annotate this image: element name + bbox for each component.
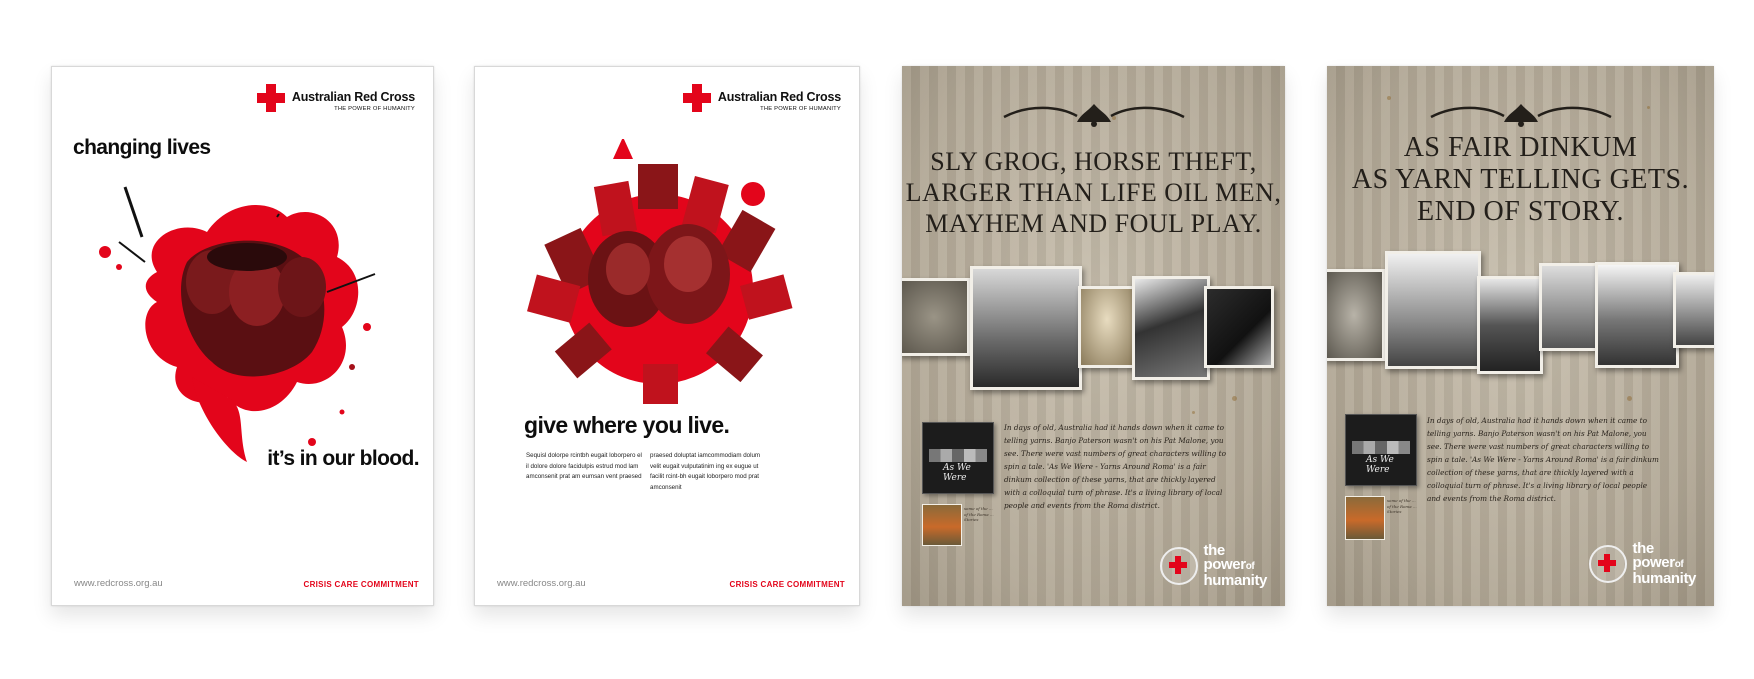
story-paragraph: In days of old, Australia had it hands down when it came to telling yarns. Banjo Paterson wasn't on his Pat Malone, you see. There were vast numbers of great characters willing to spin a tale. 'As We Were - Yarns Around Roma' is a fair dinkum collection of these yarns, that are thickly layered with a colloquial turn of phrase. It's a living library of local people and events from the Roma district. xyxy=(1427,416,1659,503)
booklet-photo-strip xyxy=(929,449,987,462)
headline-in-our-blood: it’s in our blood. xyxy=(267,447,419,470)
footer-commitment: CRISIS CARE COMMITMENT xyxy=(303,580,419,589)
title-line: LARGER THAN LIFE OIL MEN, xyxy=(905,178,1282,207)
logo-tagline: THE POWER OF HUMANITY xyxy=(760,106,841,112)
logo-name: Australian Red Cross xyxy=(717,90,841,104)
photo-group xyxy=(1132,276,1210,380)
poster-changing-lives xyxy=(51,66,434,606)
booklet-title: As We Were xyxy=(1366,455,1394,475)
photo-portrait xyxy=(1078,286,1136,368)
red-cross-badge-icon xyxy=(1160,547,1198,585)
heritage-title xyxy=(1327,132,1714,228)
brand-word: humanity xyxy=(1632,570,1696,587)
body-copy-column-1: Sequisl dolorpe rcintbh eugait loborpero el il dolore dolore facidulpis estrud mod lam amconsenit prat am eumsan vent praesed xyxy=(526,452,642,480)
thumbnail-photo xyxy=(922,504,962,546)
town-globe-illustration xyxy=(513,139,813,409)
photo-cameo xyxy=(1327,269,1385,361)
booklet-title: As We Were xyxy=(943,463,971,483)
brand-word: power xyxy=(1632,554,1675,571)
photo-vintage-car xyxy=(1595,262,1679,368)
red-cross-logo xyxy=(683,84,841,112)
power-of-humanity-logo xyxy=(1589,542,1696,586)
red-cross-icon xyxy=(257,84,285,112)
red-cross-badge-icon xyxy=(1589,545,1627,583)
booklet-photo-strip xyxy=(1352,441,1410,454)
brand-word: the xyxy=(1203,542,1225,559)
photo-seated-man xyxy=(1477,276,1543,374)
title-line: AS YARN TELLING GETS. xyxy=(1351,164,1690,195)
headline-give-where-you-live: give where you live. xyxy=(524,412,730,438)
red-cross-icon xyxy=(683,84,711,112)
photo-street xyxy=(1673,272,1714,348)
scroll-ornament-icon xyxy=(999,102,1189,128)
logo-tagline: THE POWER OF HUMANITY xyxy=(334,106,415,112)
brand-word: of xyxy=(1674,559,1684,570)
blood-splash-illustration xyxy=(97,162,387,462)
paper-speck xyxy=(1627,396,1632,401)
photo-objects xyxy=(1204,286,1274,368)
brand-word: humanity xyxy=(1203,572,1267,589)
body-copy-column-2: praesed doluptat iamcommodiam dolum velit eugait vulputatinim ing ex eugue ut facilit rcint-bh eugait loborpero mod prat amconsenit xyxy=(650,452,761,491)
brand-word: the xyxy=(1632,540,1654,557)
thumbnail-caption: some of the ... of the Roma ... Stories xyxy=(1387,498,1417,514)
poster-sly-grog xyxy=(902,66,1285,606)
heritage-title xyxy=(902,146,1285,239)
poster-give-where-you-live xyxy=(474,66,860,606)
scroll-ornament-icon xyxy=(1426,102,1616,128)
title-line: END OF STORY. xyxy=(1417,196,1624,227)
photo-plaque xyxy=(902,278,970,356)
paper-speck xyxy=(1647,106,1650,109)
title-line: AS FAIR DINKUM xyxy=(1403,132,1638,163)
paper-speck xyxy=(1232,396,1237,401)
power-of-humanity-logo xyxy=(1160,544,1267,588)
booklet-cover xyxy=(1345,414,1417,486)
footer-commitment: CRISIS CARE COMMITMENT xyxy=(729,580,845,589)
red-cross-logo xyxy=(257,84,415,112)
title-line: SLY GROG, HORSE THEFT, xyxy=(930,147,1257,176)
headline-changing-lives: changing lives xyxy=(73,136,211,159)
story-paragraph: In days of old, Australia had it hands down when it came to telling yarns. Banjo Paterson wasn't on his Pat Malone, you see. There were vast numbers of great characters willing to spin a tale. 'As We Were - Yarns Around Roma' is a fair dinkum collection of these yarns, that are thickly layered with a colloquial turn of phrase. It's a living library of local people and events from the Roma district. xyxy=(1004,423,1227,510)
photo-men-standing xyxy=(970,266,1082,390)
booklet-cover xyxy=(922,422,994,494)
footer-url[interactable]: www.redcross.org.au xyxy=(497,578,586,589)
title-line: MAYHEM AND FOUL PLAY. xyxy=(925,209,1262,238)
brand-word: of xyxy=(1245,561,1255,572)
footer-url[interactable]: www.redcross.org.au xyxy=(74,578,163,589)
paper-speck xyxy=(1387,96,1391,100)
brand-word: power xyxy=(1203,556,1246,573)
thumbnail-caption: some of the ... of the Roma ... Stories xyxy=(964,506,994,522)
logo-name: Australian Red Cross xyxy=(291,90,415,104)
photo-cage xyxy=(1385,251,1481,369)
photo-cross xyxy=(1539,263,1601,351)
paper-speck xyxy=(1112,116,1116,120)
paper-speck xyxy=(1192,411,1195,414)
thumbnail-photo xyxy=(1345,496,1385,540)
poster-fair-dinkum xyxy=(1327,66,1714,606)
